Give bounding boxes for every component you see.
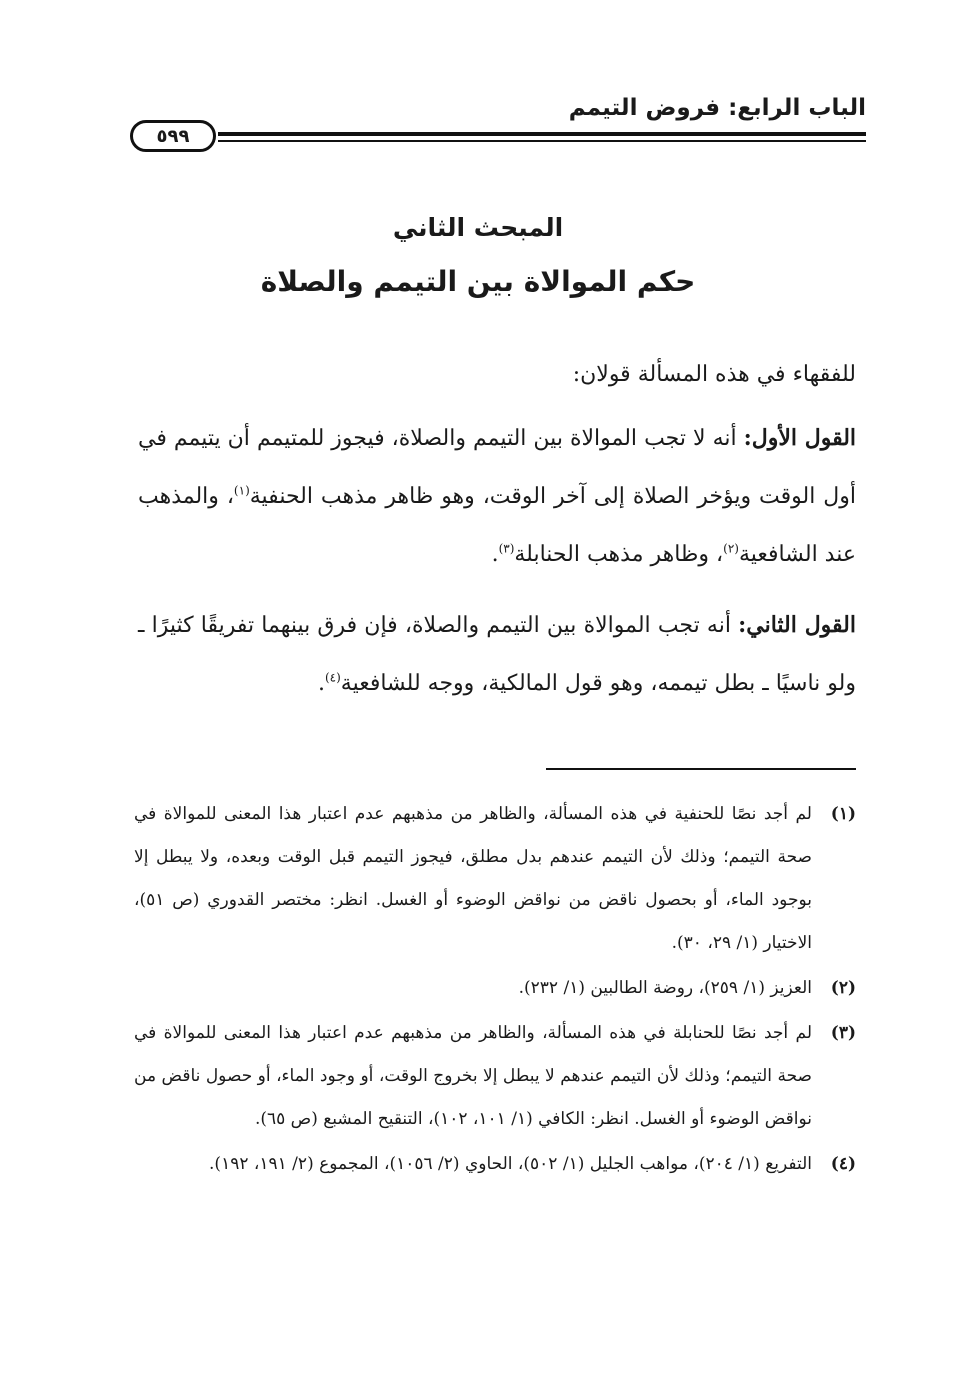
footnote-item <box>134 793 856 965</box>
footnote-item <box>134 1012 856 1141</box>
footnote-text: العزيز (١/ ٢٥٩)، روضة الطالبين (١/ ٢٣٢). <box>518 978 812 998</box>
section-label: المبحث الثاني <box>392 213 564 242</box>
first-opinion-text-b: ، والمذهب عند الشافعية <box>138 484 856 567</box>
first-opinion-text-d: . <box>491 542 499 567</box>
second-opinion-text-b: . <box>317 671 325 696</box>
footnote-text: لم أجد نصًا للحنفية في هذه المسألة، والظاهر من مذهبهم عدم اعتبار هذا المعنى للموالاة في صحة التيمم؛ وذلك لأن التيمم عندهم بدل مطلق، فيجوز التيمم قبل الوقت وبعده، ولا يبطل إلا بوجود الماء، أو بحصول ناقض من نواقض الوضوء أو الغسل. انظر: مختصر القدوري (ص ٥١)، الاختيار (١/ ٢٩، ٣٠). <box>134 804 812 953</box>
footnote-number: (١) <box>830 804 856 824</box>
first-opinion-label: القول الأول: <box>743 425 857 451</box>
running-title: الباب الرابع: فروض التيمم <box>568 95 866 121</box>
footnote-number: (٢) <box>830 978 856 998</box>
second-opinion-paragraph <box>138 596 856 713</box>
first-opinion-paragraph <box>138 409 856 584</box>
section-title: حكم الموالاة بين التيمم والصلاة <box>260 265 696 298</box>
footnote-item <box>134 967 856 1010</box>
footnote-ref-2[interactable]: (٢) <box>723 541 739 556</box>
second-opinion-label: القول الثاني: <box>738 612 856 638</box>
footnote-separator <box>546 768 856 770</box>
second-opinion-text-a: أنه تجب الموالاة بين التيمم والصلاة، فإن فرق بينهما تفريقًا كثيرًا ـ ولو ناسيًا ـ بطل تيممه، وهو قول المالكية، ووجه للشافعية <box>138 613 856 696</box>
footnote-number: (٤) <box>830 1154 856 1174</box>
footnote-ref-3[interactable]: (٣) <box>498 541 515 556</box>
header-rule-thick <box>218 132 866 136</box>
first-opinion-text-a: أنه لا تجب الموالاة بين التيمم والصلاة، فيجوز للمتيمم أن يتيمم في أول الوقت ويؤخر الصلاة إلى آخر الوقت، وهو ظاهر مذهب الحنفية <box>138 426 856 509</box>
footnote-text: لم أجد نصًا للحنابلة في هذه المسألة، والظاهر من مذهبهم عدم اعتبار هذا المعنى للموالاة في صحة التيمم؛ وذلك لأن التيمم عندهم لا يبطل إلا بخروج الوقت، أو وجود الماء، أو حصول ناقض من نواقض الوضوء أو الغسل. انظر: الكافي (١/ ١٠١، ١٠٢)، التنقيح المشبع (ص ٦٥). <box>134 1023 812 1129</box>
footnote-text: التفريع (١/ ٢٠٤)، مواهب الجليل (١/ ٥٠٢)، الحاوي (٢/ ١٠٥٦)، المجموع (٢/ ١٩١، ١٩٢). <box>209 1154 812 1174</box>
first-opinion-text-c: ، وظاهر مذهب الحنابلة <box>514 542 724 567</box>
intro-paragraph: للفقهاء في هذه المسألة قولان: <box>572 362 856 387</box>
running-header <box>130 95 866 155</box>
footnotes <box>134 793 856 1188</box>
header-rule-thin <box>218 140 866 142</box>
footnote-item <box>134 1143 856 1186</box>
footnote-ref-1[interactable]: (١) <box>233 483 250 498</box>
page-number: ٥٩٩ <box>130 120 216 152</box>
footnote-ref-4[interactable]: (٤) <box>324 670 341 685</box>
footnote-number: (٣) <box>830 1023 856 1043</box>
